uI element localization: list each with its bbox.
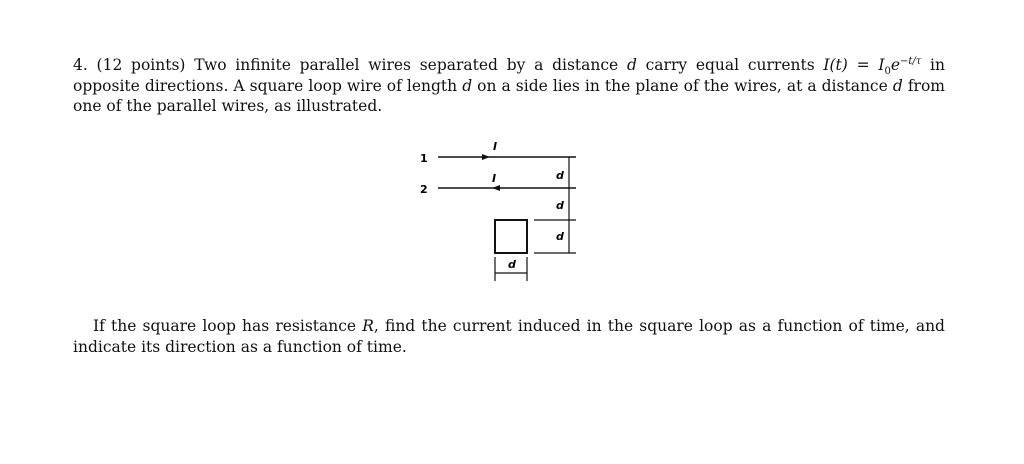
eq-lhs: I(t): [823, 56, 848, 74]
dim-label-1: d: [556, 169, 564, 182]
wire-1-arrow: [482, 154, 490, 160]
current-label-1: I: [493, 140, 498, 153]
eq-i0: I: [878, 56, 885, 74]
problem-number: 4.: [73, 56, 88, 74]
problem-points: (12 points): [96, 56, 186, 74]
problem-text-d: on a side lies in the plane of the wires, at a distance: [477, 76, 888, 95]
wire-loop-figure: [410, 135, 590, 285]
eq-sign: =: [856, 56, 870, 74]
dim-label-2: d: [556, 199, 564, 212]
problem-text-a: Two infinite parallel wires separated by a distance: [194, 56, 619, 74]
problem-text-c: in opposite directions. A square loop wire of length: [73, 56, 945, 95]
wire-2-label: 2: [420, 183, 428, 196]
eq-subscript: 0: [884, 66, 891, 78]
wire-2-arrow: [492, 185, 500, 191]
current-equation: [823, 56, 922, 78]
square-loop: [495, 220, 527, 253]
question-statement: [73, 316, 945, 357]
var-d: d: [626, 56, 637, 74]
eq-e: e: [890, 56, 900, 74]
problem-statement: [73, 55, 945, 117]
problem-text-e: from one of the parallel wires, as illustrated.: [73, 76, 945, 115]
var-d-2: d: [462, 76, 473, 95]
var-d-3: d: [892, 76, 903, 95]
var-r: R: [362, 317, 374, 335]
problem-text-b: carry equal currents: [645, 56, 815, 74]
dim-label-3: d: [556, 230, 564, 243]
question-text-a: If the square loop has resistance: [93, 317, 357, 335]
loop-width-label: d: [508, 258, 516, 271]
figure-svg: [410, 135, 590, 285]
eq-exponent: −t/τ: [900, 56, 922, 67]
question-text-b: , find the current induced in the square loop as a function of time, and indicate its direction as a function of time.: [73, 317, 945, 356]
current-label-2: I: [492, 172, 497, 185]
wire-1-label: 1: [420, 152, 428, 165]
